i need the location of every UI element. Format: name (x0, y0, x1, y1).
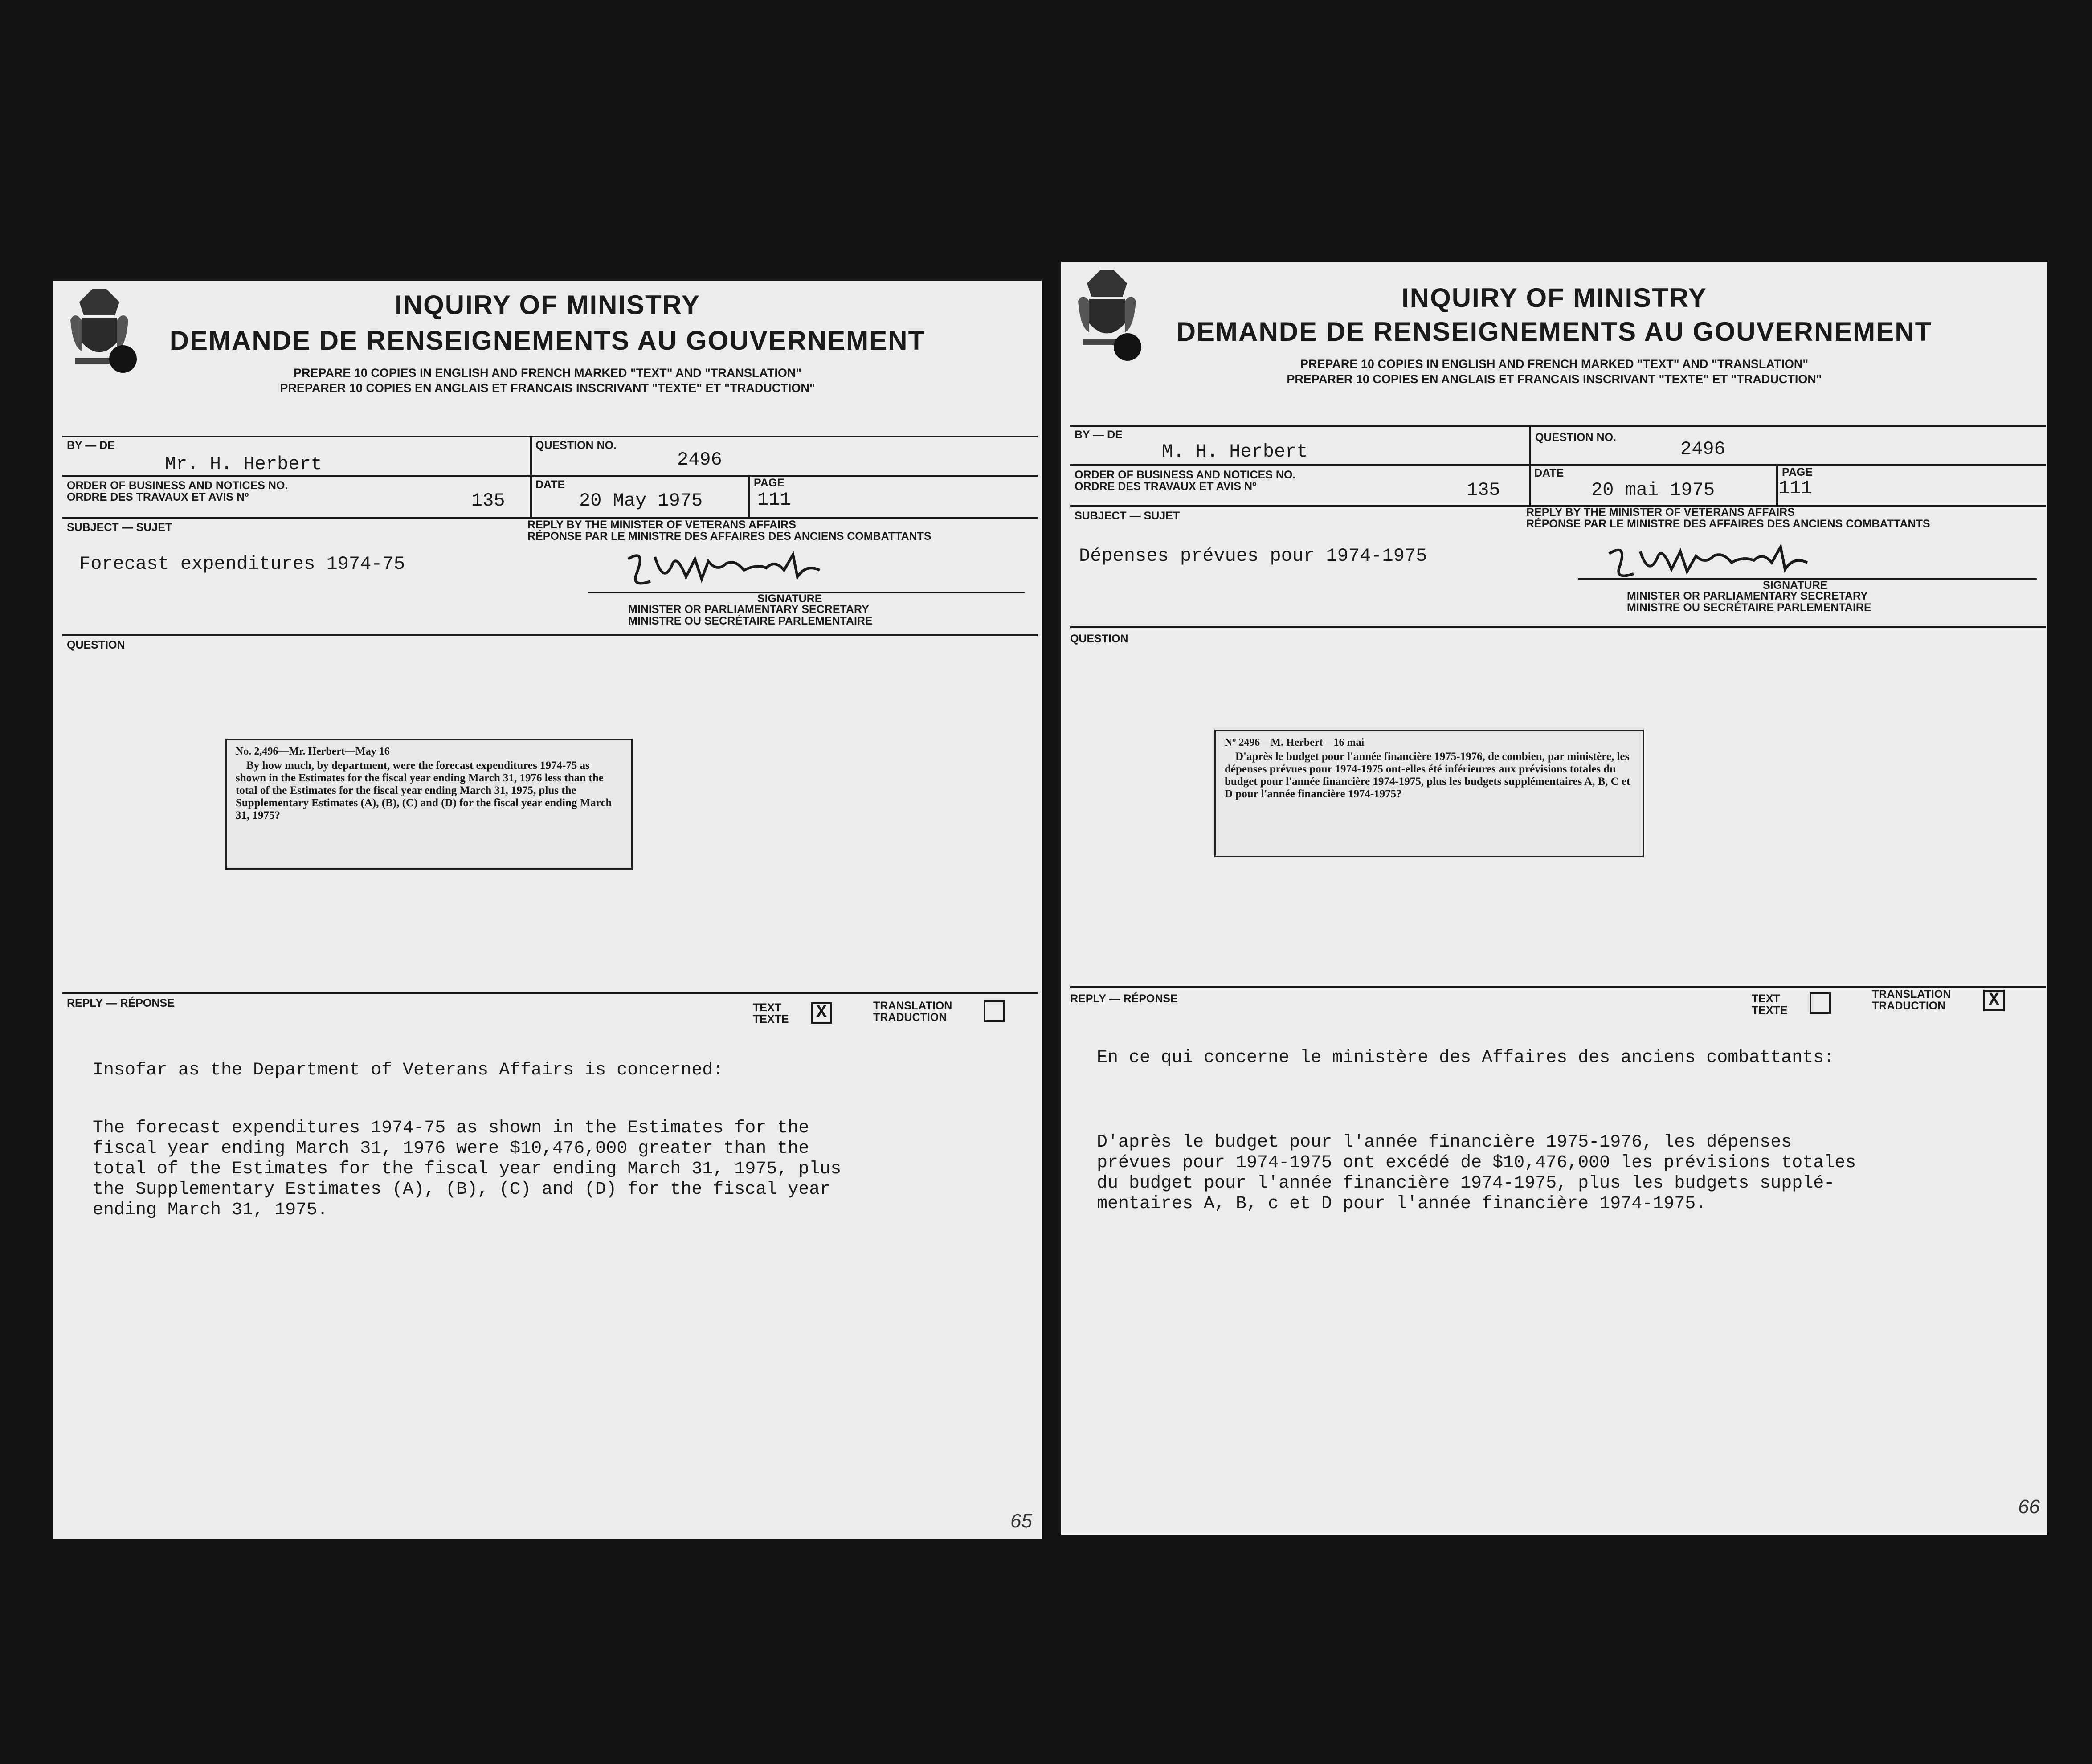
reply-intro: Insofar as the Department of Veterans Affairs is concerned: (93, 1060, 724, 1080)
text-checkbox[interactable]: X (811, 1002, 832, 1024)
clipping-body: D'après le budget pour l'année financière 1975-1976, de combien, par ministère, les dépenses prévues pour 1974-1975 ont-elles été inférieures aux prévisions totales du budget pour l'année financière 1974-1975, plus les budgets supplémentaires A, B, C et D pour l'année financière 1974-1975? (1225, 751, 1630, 800)
clipping-heading: Nº 2496—M. Herbert—16 mai (1225, 737, 1365, 748)
order-label-en: ORDER OF BUSINESS AND NOTICES NO. (1075, 469, 1296, 481)
french-form-sheet (1061, 262, 2047, 1535)
order-value: 135 (471, 490, 505, 511)
reply-by-fr: RÉPONSE PAR LE MINISTRE DES AFFAIRES DES ANCIENS COMBATTANTS (1526, 518, 1930, 530)
by-label: BY — DE (1075, 429, 1123, 441)
order-label-en: ORDER OF BUSINESS AND NOTICES NO. (67, 479, 288, 492)
subject-label: SUBJECT — SUJET (67, 521, 172, 534)
page-label: PAGE (754, 477, 784, 489)
heading-english: INQUIRY OF MINISTRY (395, 290, 700, 320)
order-label-fr: ORDRE DES TRAVAUX ET AVIS Nº (67, 491, 249, 503)
sheet-number: 65 (1010, 1510, 1032, 1532)
prepare-instruction-fr: PREPARER 10 COPIES EN ANGLAIS ET FRANCAIS INSCRIVANT "TEXTE" ET "TRADUCTION" (1287, 372, 1822, 386)
order-label-fr: ORDRE DES TRAVAUX ET AVIS Nº (1075, 480, 1257, 493)
order-value: 135 (1467, 479, 1500, 501)
clipping-heading: No. 2,496—Mr. Herbert—May 16 (236, 746, 390, 757)
page-label: PAGE (1782, 466, 1813, 478)
minister-en-label: MINISTER OR PARLIAMENTARY SECRETARY (628, 603, 869, 616)
date-label: DATE (1534, 467, 1564, 479)
by-value: M. H. Herbert (1162, 441, 1308, 462)
question-no-value: 2496 (677, 449, 722, 470)
by-label: BY — DE (67, 439, 115, 452)
question-clipping (1214, 730, 1644, 857)
reply-body: D'après le budget pour l'année financière 1975-1976, les dépenses prévues pour 1974-1975 ont excédé de $10,476,000 les prévisions totales du budget pour l'année financière 1974-1975, plus les budgets supplé- mentaires A, B, c et D pour l'année financière 1974-1975. (1097, 1132, 1856, 1214)
text-label-fr: TEXTE (753, 1013, 789, 1025)
date-label: DATE (535, 478, 565, 491)
subject-label: SUBJECT — SUJET (1075, 510, 1180, 522)
date-value: 20 May 1975 (579, 490, 703, 511)
reply-label: REPLY — RÉPONSE (67, 997, 175, 1009)
prepare-instruction-en: PREPARE 10 COPIES IN ENGLISH AND FRENCH MARKED "TEXT" AND "TRANSLATION" (293, 366, 802, 380)
date-value: 20 mai 1975 (1591, 479, 1715, 501)
reply-by-en: REPLY BY THE MINISTER OF VETERANS AFFAIRS (1526, 506, 1795, 519)
translation-label-fr: TRADUCTION (1872, 1000, 1946, 1012)
heading-english: INQUIRY OF MINISTRY (1401, 283, 1707, 313)
reply-by-en: REPLY BY THE MINISTER OF VETERANS AFFAIRS (527, 519, 796, 531)
page-value: 111 (1778, 478, 1812, 499)
signature-label: SIGNATURE (1763, 579, 1828, 592)
question-label: QUESTION (1070, 633, 1128, 645)
prepare-instruction-en: PREPARE 10 COPIES IN ENGLISH AND FRENCH MARKED "TEXT" AND "TRANSLATION" (1300, 357, 1809, 371)
subject-value: Forecast expenditures 1974-75 (79, 553, 405, 575)
question-no-label: QUESTION NO. (1535, 431, 1616, 444)
heading-french: DEMANDE DE RENSEIGNEMENTS AU GOUVERNEMENT (1176, 317, 1933, 347)
minister-fr-label: MINISTRE OU SECRÉTAIRE PARLEMENTAIRE (1627, 601, 1871, 614)
question-label: QUESTION (67, 639, 125, 651)
clipping-body: By how much, by department, were the forecast expenditures 1974-75 as shown in the Estimates for the fiscal year ending March 31, 1976 less than the total of the Estimates for the fiscal year ending March 31, 1975, plus the Supplementary Estimates (A), (B), (C) and (D) for the fiscal year ending March 31, 1975? (236, 760, 612, 821)
translation-checkbox[interactable]: X (1983, 990, 2005, 1011)
subject-value: Dépenses prévues pour 1974-1975 (1079, 545, 1427, 567)
minister-en-label: MINISTER OR PARLIAMENTARY SECRETARY (1627, 590, 1868, 602)
question-no-value: 2496 (1680, 438, 1725, 460)
text-label-en: TEXT (1752, 992, 1780, 1005)
sheet-number: 66 (2018, 1496, 2040, 1518)
reply-by-fr: RÉPONSE PAR LE MINISTRE DES AFFAIRES DES ANCIENS COMBATTANTS (527, 530, 932, 543)
by-value: Mr. H. Herbert (165, 453, 322, 475)
reply-label: REPLY — RÉPONSE (1070, 992, 1178, 1005)
translation-label-fr: TRADUCTION (873, 1011, 947, 1024)
page-value: 111 (757, 489, 791, 510)
translation-label-en: TRANSLATION (873, 1000, 952, 1012)
text-checkbox[interactable] (1810, 992, 1831, 1014)
text-label-fr: TEXTE (1752, 1004, 1788, 1017)
prepare-instruction-fr: PREPARER 10 COPIES EN ANGLAIS ET FRANCAIS INSCRIVANT "TEXTE" ET "TRADUCTION" (280, 381, 815, 395)
minister-fr-label: MINISTRE OU SECRÉTAIRE PARLEMENTAIRE (628, 615, 873, 627)
minister-signature (610, 546, 842, 595)
translation-label-en: TRANSLATION (1872, 988, 1951, 1000)
question-no-label: QUESTION NO. (535, 439, 617, 452)
reply-body: The forecast expenditures 1974-75 as shown in the Estimates for the fiscal year ending March 31, 1976 were $10,476,000 greater than the total of the Estimates for the fiscal year ending March 31, 1975, plus the Supplementary Estimates (A), (B), (C) and (D) for the fiscal year ending March 31, 1975. (93, 1118, 842, 1220)
reply-intro: En ce qui concerne le ministère des Affaires des anciens combattants: (1097, 1048, 1835, 1068)
heading-french: DEMANDE DE RENSEIGNEMENTS AU GOUVERNEMENT (169, 326, 926, 355)
question-clipping (225, 739, 633, 870)
english-form-sheet (53, 281, 1042, 1539)
translation-checkbox[interactable] (984, 1000, 1005, 1022)
signature-label: SIGNATURE (757, 592, 822, 605)
text-label-en: TEXT (753, 1001, 781, 1014)
